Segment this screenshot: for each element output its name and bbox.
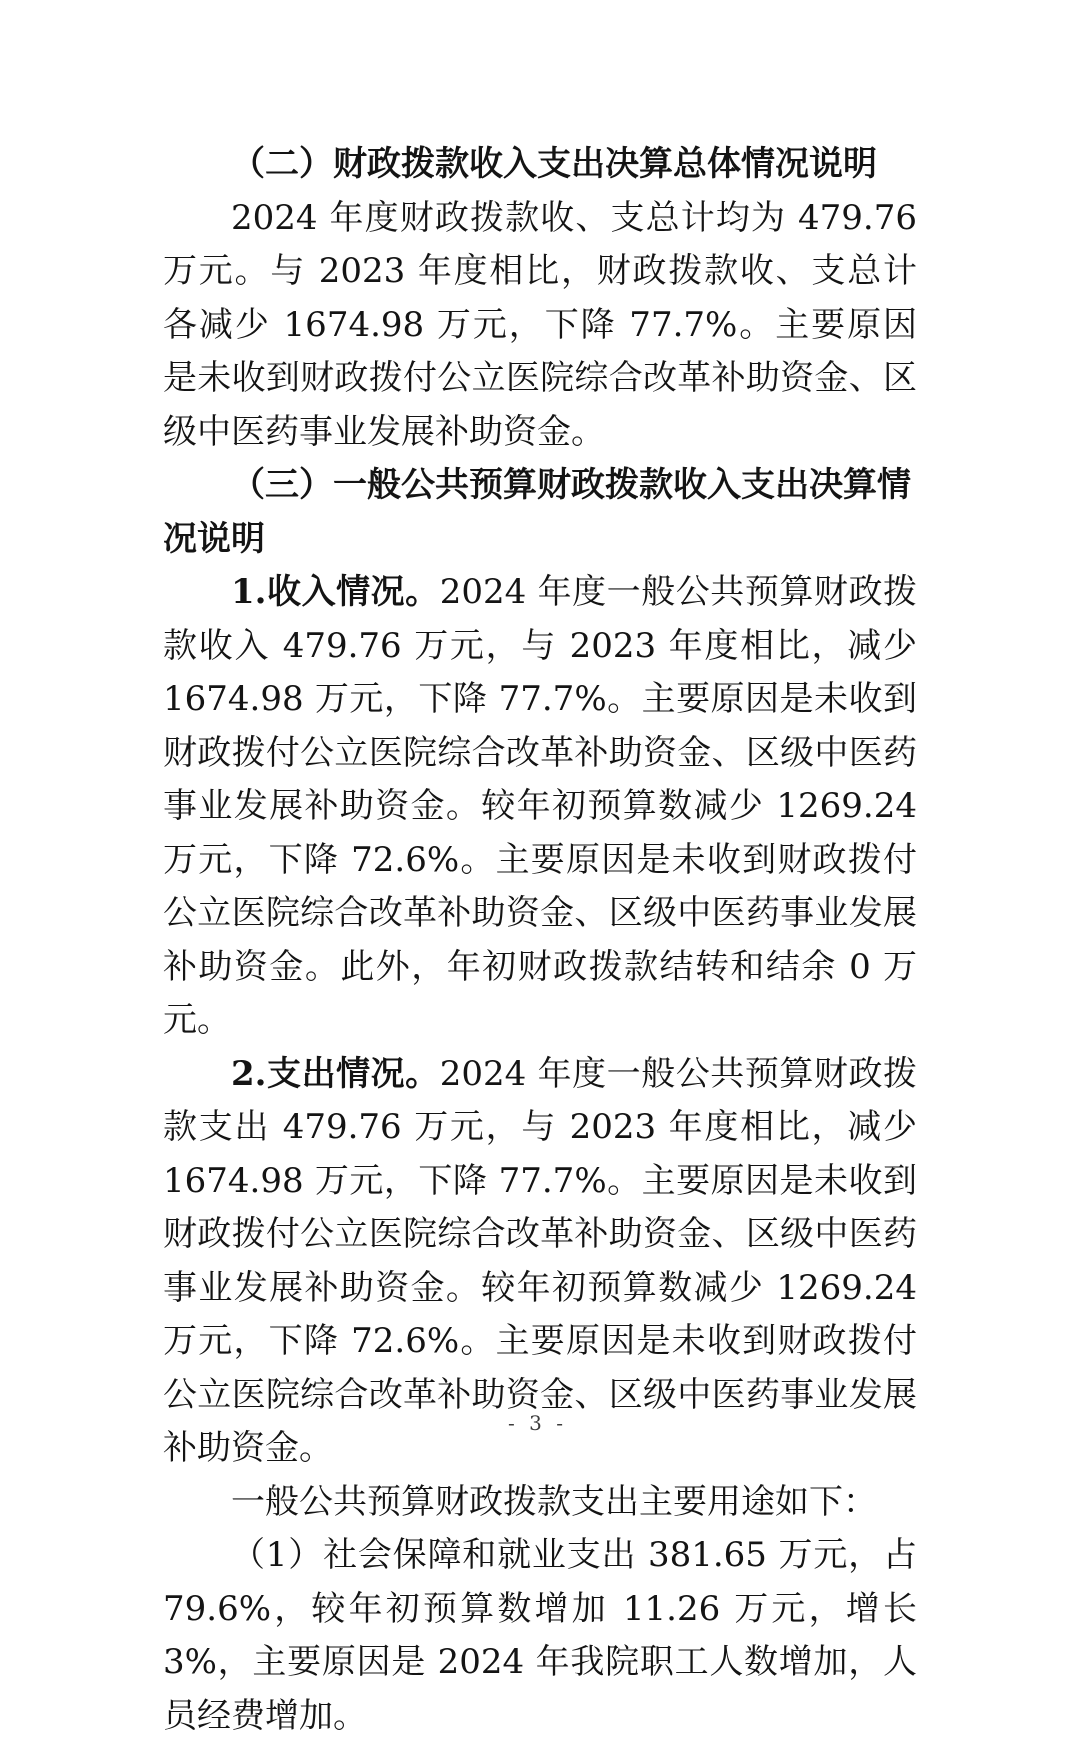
expenditure-body-text: 2024 年度一般公共预算财政拨款支出 479.76 万元，与 2023 年度相比，减少 1674.98 万元，下降 77.7%。主要原因是未收到财政拨付公立医院综合改革补助资金、区级中医药事业发展补助资金。较年初预算数减少 1269.24 万元，下降 72.6%。主要原因是未收到财政拨付公立医院综合改革补助资金、区级中医药事业发展补助资金。	[163, 1053, 917, 1468]
paragraph-income-situation	[163, 566, 917, 1048]
page-number: - 3 -	[508, 1411, 567, 1435]
paragraph-overall-situation: 2024 年度财政拨款收、支总计均为 479.76 万元。与 2023 年度相比，财政拨款收、支总计各减少 1674.98 万元，下降 77.7%。主要原因是未收到财政拨付公立医院综合改革补助资金、区级中医药事业发展补助资金。	[163, 197, 917, 452]
income-lead-label: 1.收入情况。	[231, 572, 440, 612]
expenditure-lead-label: 2.支出情况。	[231, 1053, 440, 1094]
paragraph-usage-item-social-security: （1）社会保障和就业支出 381.65 万元，占 79.6%，较年初预算数增加 11.26 万元，增长 3%，主要原因是 2024 年我院职工人数增加，人员经费增加。	[163, 1535, 917, 1736]
section-heading-fiscal-appropriation-overall: （二）财政拨款收入支出决算总体情况说明	[231, 144, 877, 184]
paragraph-usage-intro: 一般公共预算财政拨款支出主要用途如下：	[231, 1481, 877, 1522]
income-body-text: 2024 年度一般公共预算财政拨款收入 479.76 万元，与 2023 年度相比，减少 1674.98 万元，下降 77.7%。主要原因是未收到财政拨付公立医院综合改革补助资金、区级中医药事业发展补助资金。较年初预算数减少 1269.24 万元，下降 72.6%。主要原因是未收到财政拨付公立医院综合改革补助资金、区级中医药事业发展补助资金。此外，年初财政拨款结转和结余 0 万元。	[163, 572, 917, 1040]
section-heading-general-public-budget: （三）一般公共预算财政拨款收入支出决算情况说明	[163, 465, 911, 559]
